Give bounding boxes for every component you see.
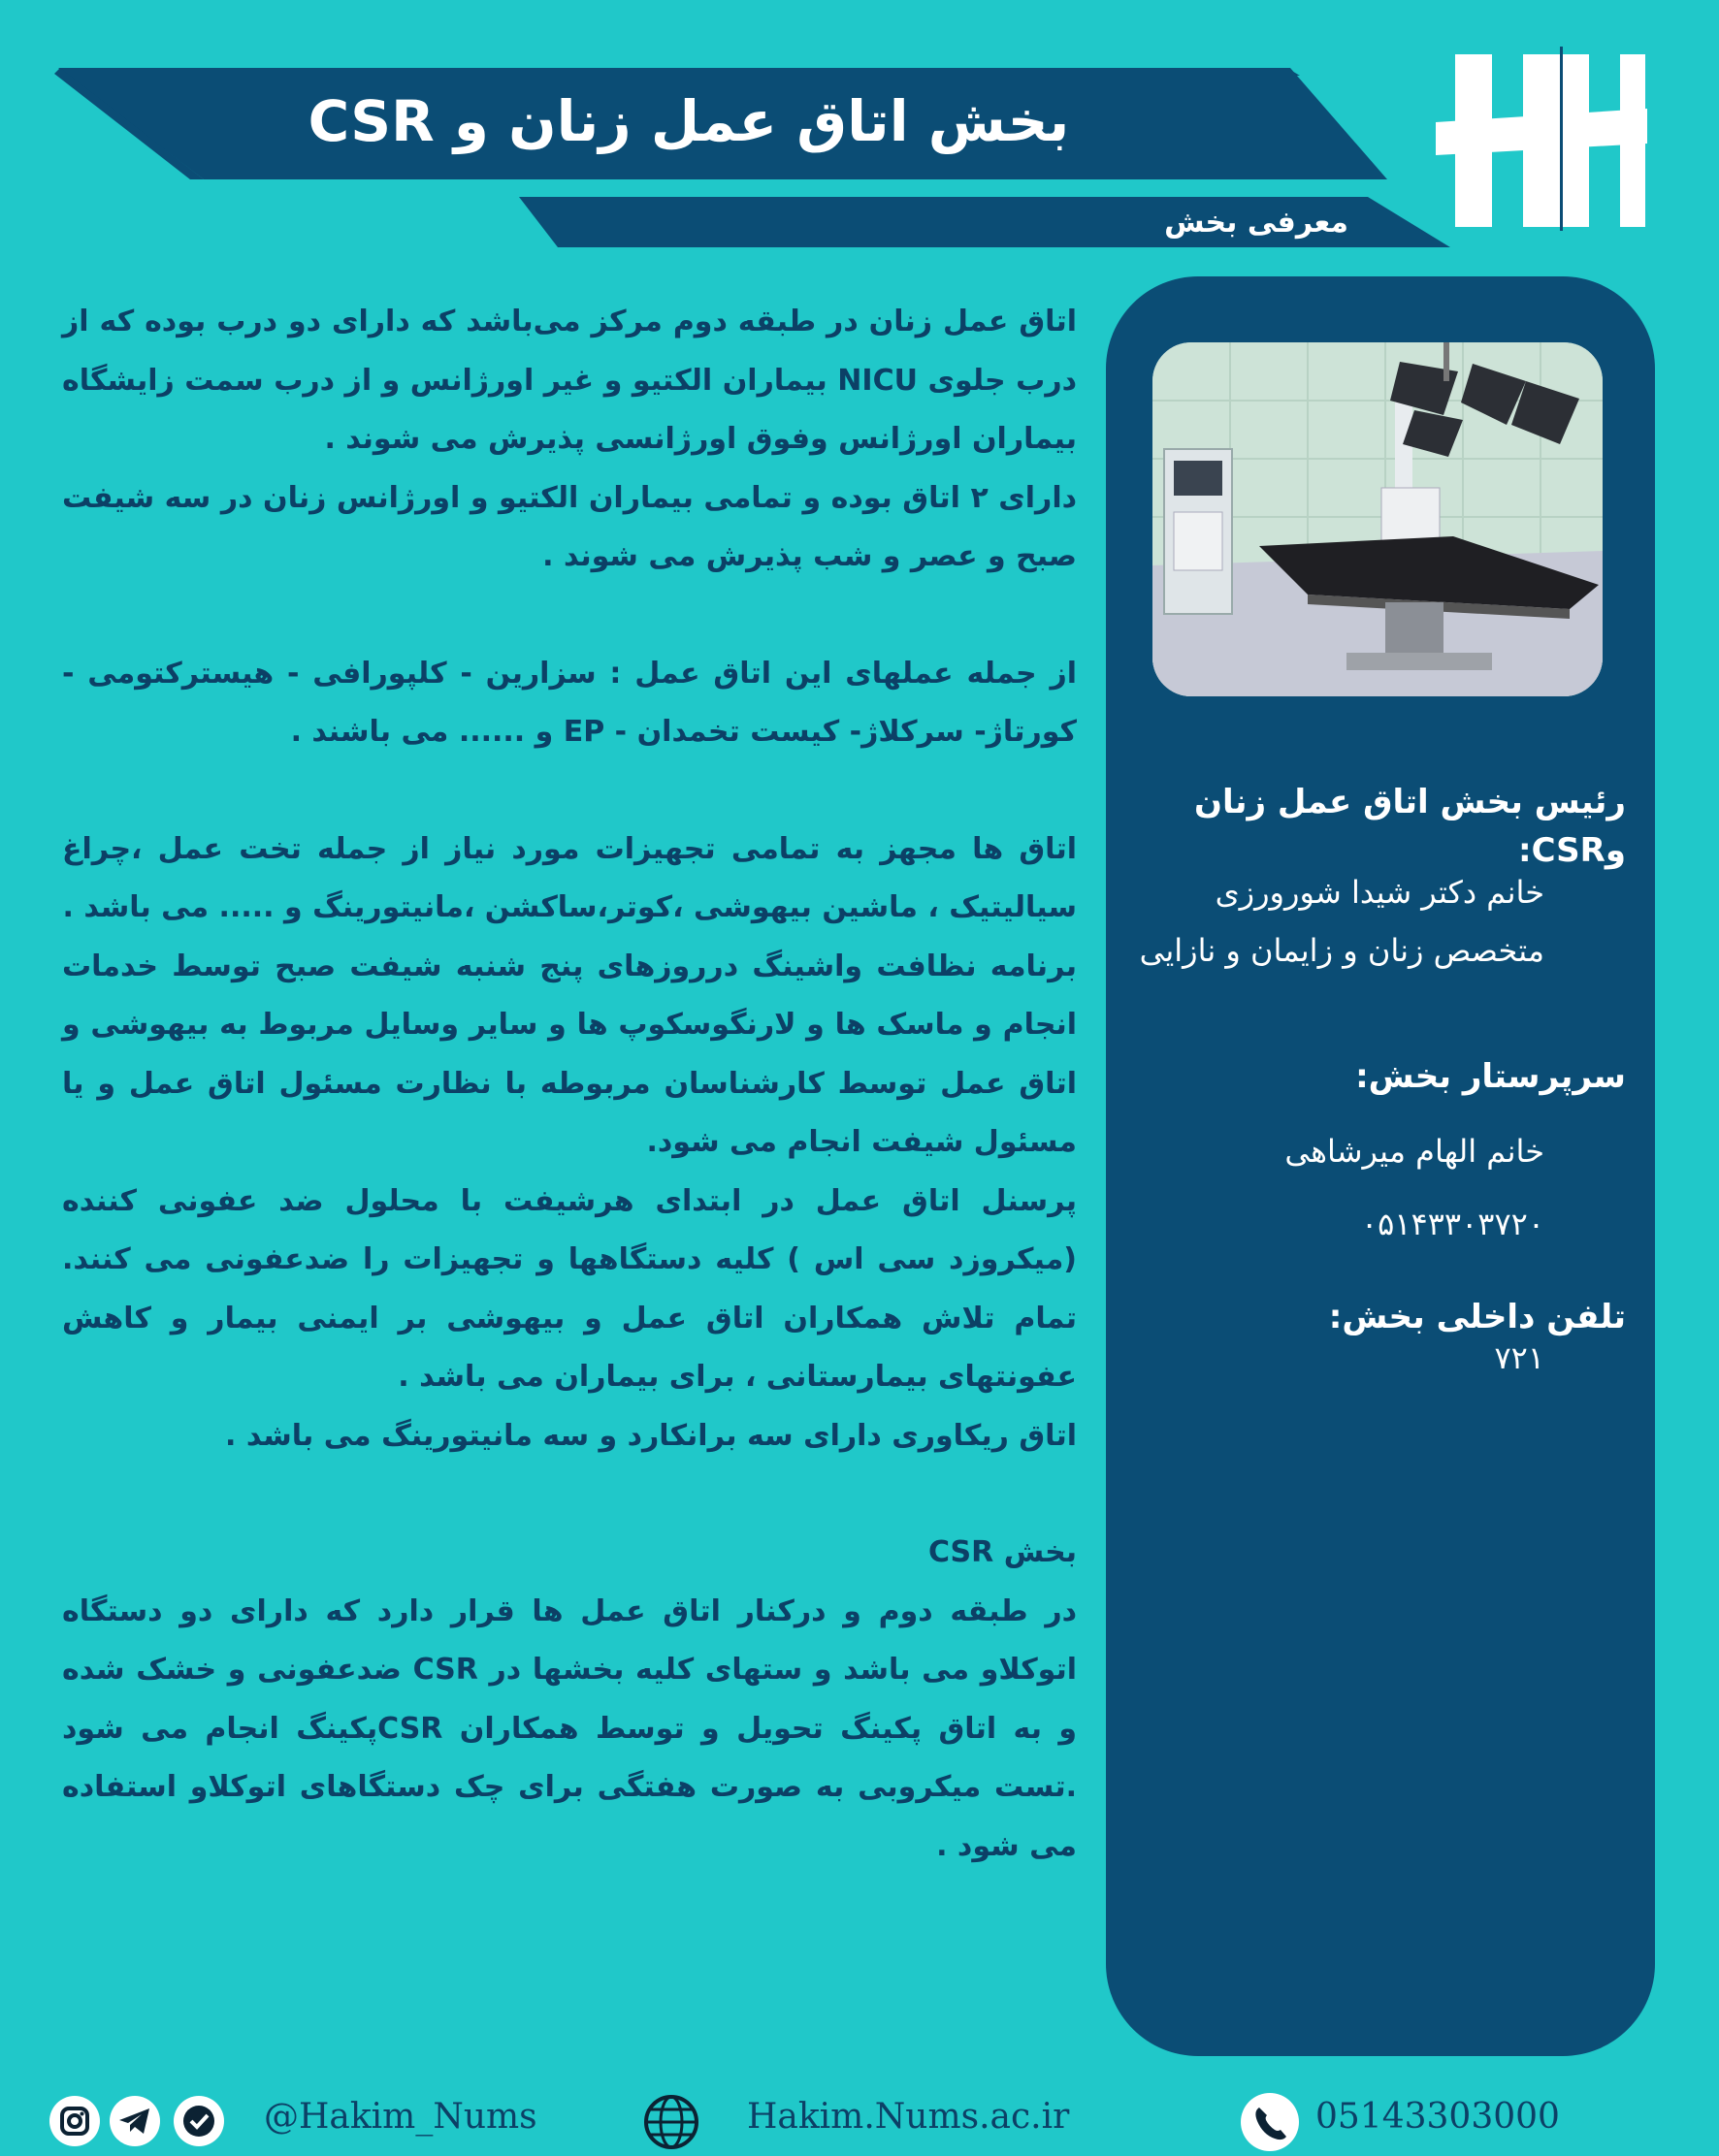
- page-subtitle: معرفی بخش: [1164, 206, 1348, 240]
- paragraph-recovery: اتاق ریکاوری دارای سه برانکارد و سه مانیتورینگ می باشد .: [225, 1418, 1077, 1453]
- social-handle[interactable]: @Hakim_Nums: [264, 2097, 537, 2137]
- department-head-label: رئیس بخش اتاق عمل زنان وCSR:: [1193, 783, 1626, 870]
- head-nurse-name: خانم الهام میرشاهی: [1284, 1133, 1544, 1170]
- paragraph-csr-heading: بخش CSR: [927, 1535, 1077, 1569]
- website-link[interactable]: Hakim.Nums.ac.ir: [747, 2097, 1070, 2137]
- main-phone-number[interactable]: 05143303000: [1315, 2097, 1560, 2137]
- instagram-icon[interactable]: [49, 2095, 101, 2147]
- department-head-specialty: متخصص زنان و زایمان و نازایی: [1139, 932, 1544, 969]
- internal-phone-number: ۷۲۱: [1494, 1339, 1544, 1376]
- verified-icon: [173, 2095, 225, 2147]
- telegram-icon[interactable]: [109, 2095, 161, 2147]
- internal-phone-label: تلفن داخلی بخش:: [1328, 1298, 1626, 1336]
- paragraph-intro: اتاق عمل زنان در طبقه دوم مرکز می‌باشد که دارای دو درب بوده که از درب جلوی NICU بیماران الکتیو و غیر اورژانس و از درب سمت زایشگاه بیماران اورژانس وفوق اورژانسی پذیرش می شوند .: [62, 305, 1077, 456]
- paragraph-surgeries: از جمله عملهای این اتاق عمل : سزارین - کلپورافی - هیسترکتومی - کورتاژ- سرکلاژ- کیست تخمدان - EP و ...... می باشند .: [62, 656, 1077, 749]
- head-nurse-label: سرپرستار بخش:: [1355, 1057, 1626, 1096]
- operating-room-photo: [1152, 342, 1603, 696]
- paragraph-equipment: اتاق ها مجهز به تمامی تجهیزات مورد نیاز از جمله تخت عمل ،چراغ سیالیتیک ، ماشین بیهوشی ،کوتر،ساکشن ،مانیتورینگ و ..... می باشد .: [62, 831, 1077, 924]
- department-description: [62, 293, 1077, 1876]
- head-nurse-phone: ۰۵۱۴۳۳۰۳۷۲۰: [1360, 1206, 1544, 1242]
- paragraph-cleaning: برنامه نظافت واشینگ درروزهای پنج شنبه شیفت صبح توسط خدمات انجام و ماسک ها و لارنگوسکوپ ها و سایر وسایل مربوط به بیهوشی و اتاق عمل توسط کارشناسان مربوطه با نظارت مسئول اتاق عمل و یا مسئول شیفت انجام می شود.: [62, 949, 1077, 1159]
- phone-icon: [1240, 2092, 1300, 2152]
- department-head-name: خانم دکتر شیدا شورورزی: [1215, 874, 1544, 911]
- page-title: بخش اتاق عمل زنان و CSR: [308, 88, 1070, 154]
- paragraph-rooms: دارای ۲ اتاق بوده و تمامی بیماران الکتیو و اورژانس زنان در سه شیفت صبح و عصر و شب پذیرش می شوند .: [62, 480, 1078, 573]
- paragraph-disinfection: پرسنل اتاق عمل در ابتدای هرشیفت با محلول ضد عفونی کننده (میکروزد سی اس ) کلیه دستگاهها و تجهیزات را ضدعفونی می کنند. تمام تلاش همکاران اتاق عمل و بیهوشی بر ایمنی بیمار و کاهش عفونتهای بیمارستانی ، برای بیماران می باشد .: [62, 1183, 1077, 1394]
- paragraph-csr: در طبقه دوم و درکنار اتاق عمل ها قرار دارد که دارای دو دستگاه اتوکلاو می باشد و ستهای کلیه بخشها در CSR ضدعفونی و خشک شده و به اتاق پکینگ تحویل و توسط همکاران CSRپکینگ انجام می شود .تست میکروبی به صورت هفتگی برای چک دستگاهای اتوکلاو استفاده می شود .: [62, 1593, 1077, 1863]
- hh-logo-icon: [1436, 47, 1649, 231]
- globe-icon: [642, 2093, 700, 2151]
